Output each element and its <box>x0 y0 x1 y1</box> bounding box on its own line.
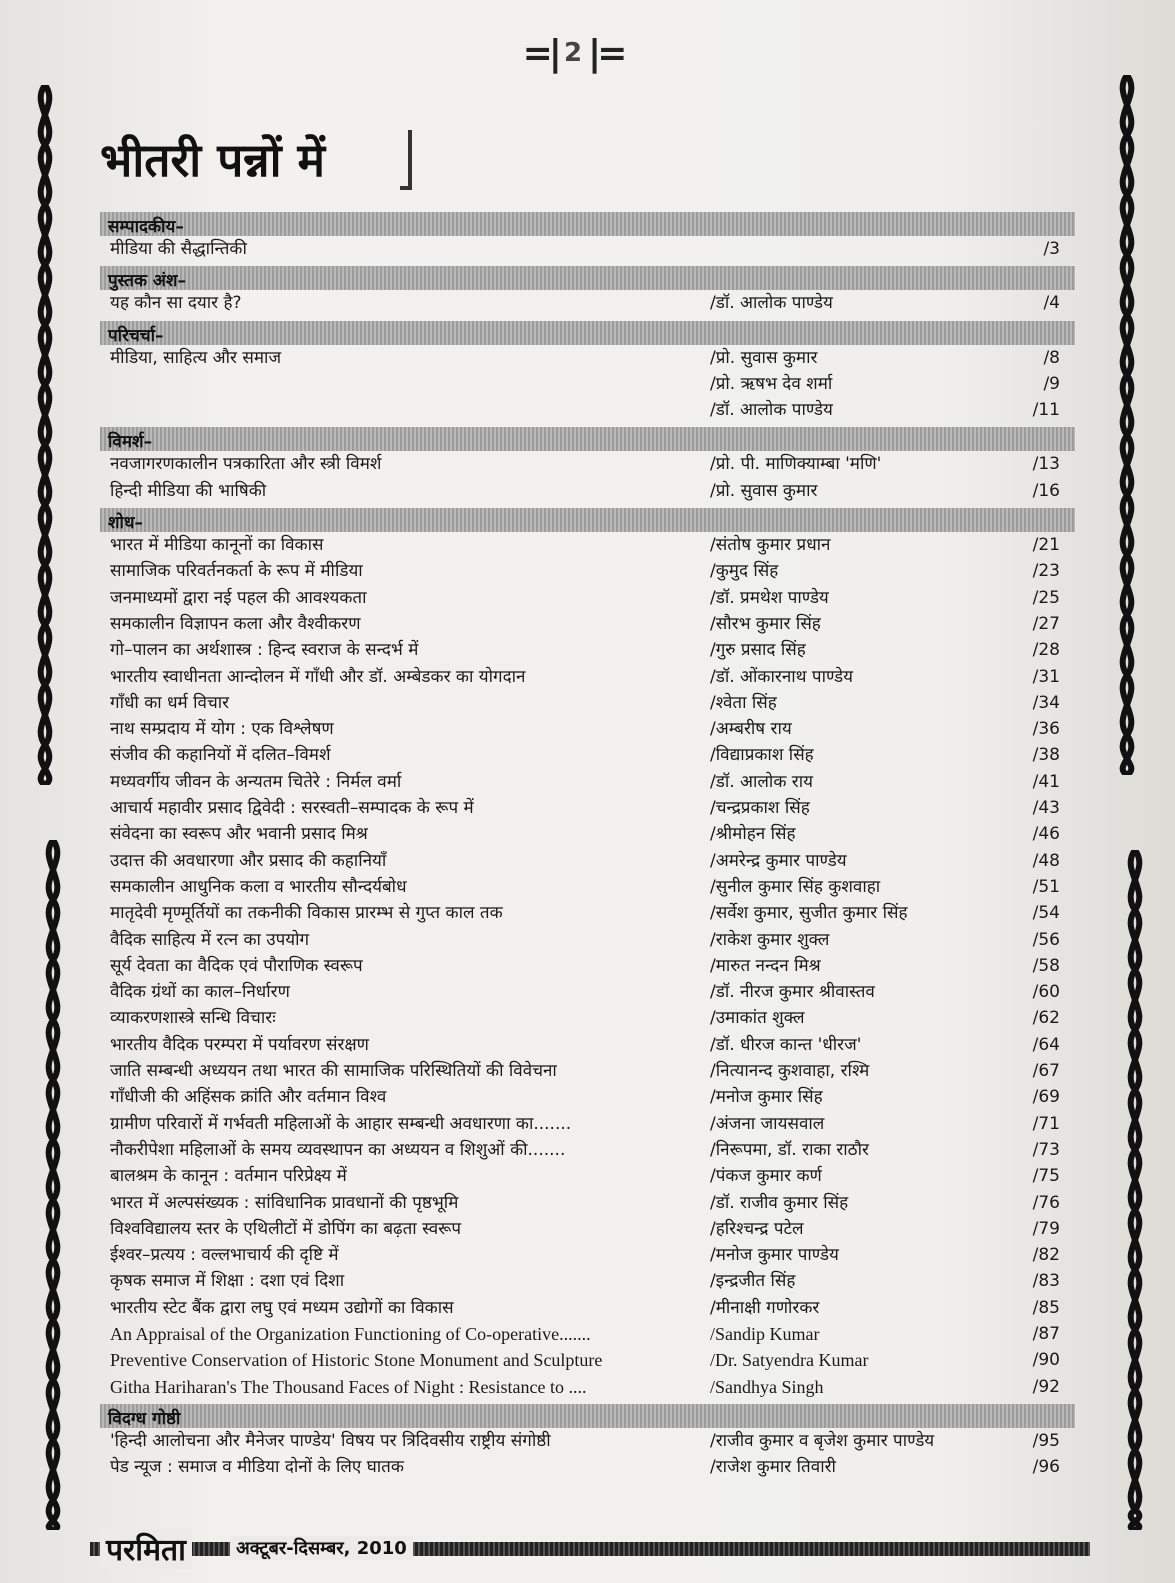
toc-entry <box>100 848 1075 874</box>
entry-page: /31 <box>1032 666 1060 687</box>
toc-entry <box>100 1268 1075 1294</box>
entry-author: /सुनील कुमार सिंह कुशवाहा <box>710 876 881 897</box>
footer <box>90 1528 1090 1568</box>
entry-page: /58 <box>1032 955 1060 976</box>
toc-entry <box>100 637 1075 663</box>
entry-title: मीडिया की सैद्धान्तिकी <box>110 239 247 259</box>
title-corner-rule <box>400 130 412 190</box>
entry-author: /डॉ. प्रमथेश पाण्डेय <box>710 587 829 608</box>
entry-author: /सौरभ कुमार सिंह <box>710 613 821 634</box>
entry-author: /विद्याप्रकाश सिंह <box>710 745 814 766</box>
entry-title: भारतीय स्टेट बैंक द्वारा लघु एवं मध्यम उद्योगों का विकास <box>110 1297 454 1318</box>
section-heading-bar <box>100 266 1075 290</box>
entry-author: /श्रीमोहन सिंह <box>710 824 796 845</box>
section-heading: परिचर्चा– <box>108 325 164 346</box>
entry-author: /डॉ. राजीव कुमार सिंह <box>710 1192 849 1213</box>
section-heading: विमर्श– <box>108 432 153 453</box>
entry-title: गो–पालन का अर्थशास्त्र : हिन्द स्वराज के सन्दर्भ में <box>110 640 419 661</box>
entry-author: /डॉ. धीरज कान्त 'धीरज' <box>710 1034 862 1055</box>
entry-title: व्याकरणशास्त्रे सन्धि विचारः <box>110 1008 276 1029</box>
toc-entry <box>100 532 1075 558</box>
toc-entry <box>100 1295 1075 1321</box>
entry-title: मीडिया, साहित्य और समाज <box>110 347 282 368</box>
section-heading: पुस्तक अंश– <box>108 271 186 292</box>
entry-author: /पंकज कुमार कर्ण <box>710 1166 822 1187</box>
toc-entry <box>100 478 1075 504</box>
toc-entry <box>100 1216 1075 1242</box>
page-number-header <box>498 28 648 78</box>
issue-date: अक्टूबर-दिसम्बर, 2010 <box>230 1536 413 1560</box>
entry-title: समकालीन आधुनिक कला व भारतीय सौन्दर्यबोध <box>110 876 407 897</box>
toc-entry <box>100 1347 1075 1373</box>
entry-author: /मारुत नन्दन मिश्र <box>710 955 821 976</box>
toc-entry <box>100 558 1075 584</box>
entry-author: /नित्यानन्द कुशवाहा, रश्मि <box>710 1061 870 1082</box>
entry-title: पेड न्यूज : समाज व मीडिया दोनों के लिए घातक <box>110 1457 404 1478</box>
entry-author: /Sandip Kumar <box>710 1323 820 1344</box>
toc-entry <box>100 397 1075 423</box>
entry-page: /90 <box>1032 1350 1060 1371</box>
entry-page: /28 <box>1032 640 1060 661</box>
entry-author: /मनोज कुमार सिंह <box>710 1087 823 1108</box>
entry-page: /25 <box>1032 587 1060 608</box>
entry-page: /60 <box>1032 982 1060 1003</box>
entry-title: 'हिन्दी आलोचना और मैनेजर पाण्डेय' विषय पर त्रिदिवसीय राष्ट्रीय संगोष्ठी <box>110 1430 551 1451</box>
toc-entry <box>100 611 1075 637</box>
entry-page: /76 <box>1032 1192 1060 1213</box>
entry-page: /82 <box>1032 1245 1060 1266</box>
entry-page: /11 <box>1032 400 1060 421</box>
toc-entry <box>100 585 1075 611</box>
entry-title: An Appraisal of the Organization Functioning of Co-operative....... <box>110 1323 591 1344</box>
toc-entry <box>100 290 1075 316</box>
entry-page: /16 <box>1032 480 1060 501</box>
toc-entry <box>100 1005 1075 1031</box>
toc-entry <box>100 345 1075 371</box>
entry-title: नाथ सम्प्रदाय में योग : एक विश्लेषण <box>110 719 334 740</box>
entry-title: नवजागरणकालीन पत्रकारिता और स्त्री विमर्श <box>110 454 382 475</box>
toc-entry <box>100 690 1075 716</box>
toc-entry <box>100 874 1075 900</box>
entry-title: Githa Hariharan's The Thousand Faces of Night : Resistance to .... <box>110 1376 587 1397</box>
entry-author: /प्रो. ऋषभ देव शर्मा <box>710 373 833 394</box>
entry-author: /अमरेन्द्र कुमार पाण्डेय <box>710 850 847 871</box>
entry-author: /संतोष कुमार प्रधान <box>710 535 831 556</box>
entry-author: /अम्बरीष राय <box>710 719 792 740</box>
header-ornament-right: |= <box>588 32 624 74</box>
entry-title: गाँधीजी की अहिंसक क्रांति और वर्तमान विश्व <box>110 1087 387 1108</box>
section-heading: शोध– <box>108 513 143 534</box>
entry-title: Preventive Conservation of Historic Stone Monument and Sculpture <box>110 1350 603 1371</box>
toc-entry <box>100 900 1075 926</box>
entry-page: /95 <box>1032 1430 1060 1451</box>
entry-page: /71 <box>1032 1113 1060 1134</box>
page-number: 2 <box>563 38 583 68</box>
toc-entry <box>100 716 1075 742</box>
entry-title: भारत में अल्पसंख्यक : सांविधानिक प्रावधानों की पृष्ठभूमि <box>110 1192 459 1213</box>
entry-author: /मीनाक्षी गणोरकर <box>710 1297 820 1318</box>
entry-page: /96 <box>1032 1457 1060 1478</box>
entry-title: उदात्त की अवधारणा और प्रसाद की कहानियाँ <box>110 850 387 871</box>
entry-title: मातृदेवी मृण्मूर्तियों का तकनीकी विकास प्रारम्भ से गुप्त काल तक <box>110 903 503 924</box>
entry-title: कृषक समाज में शिक्षा : दशा एवं दिशा <box>110 1271 345 1292</box>
toc-entry <box>100 953 1075 979</box>
entry-page: /36 <box>1032 719 1060 740</box>
entry-page: /8 <box>1043 347 1060 368</box>
entry-page: /9 <box>1043 373 1060 394</box>
section-heading: विदग्ध गोष्ठी <box>108 1408 181 1429</box>
entry-author: /राजीव कुमार व बृजेश कुमार पाण्डेय <box>710 1430 935 1451</box>
entry-author: /प्रो. सुवास कुमार <box>710 480 818 501</box>
decorative-border-left-bottom <box>36 840 70 1530</box>
entry-page: /83 <box>1032 1271 1060 1292</box>
journal-name: परमिता <box>100 1528 192 1569</box>
entry-author: /निरूपमा, डॉ. राका राठौर <box>710 1139 869 1160</box>
toc-entry <box>100 1111 1075 1137</box>
contents-title-block <box>100 122 410 192</box>
entry-author: /राकेश कुमार शुक्ल <box>710 929 830 950</box>
entry-title: बालश्रम के कानून : वर्तमान परिप्रेक्ष्य में <box>110 1166 347 1187</box>
entry-page: /92 <box>1032 1376 1060 1397</box>
entry-author: /कुमुद सिंह <box>710 561 779 582</box>
entry-author: /प्रो. पी. माणिक्याम्बा 'मणि' <box>710 454 882 475</box>
entry-page: /27 <box>1032 613 1060 634</box>
entry-author: /डॉ. नीरज कुमार श्रीवास्तव <box>710 982 875 1003</box>
entry-author: /Sandhya Singh <box>710 1376 824 1397</box>
entry-title: समकालीन विज्ञापन कला और वैश्वीकरण <box>110 613 361 634</box>
entry-page: /62 <box>1032 1008 1060 1029</box>
entry-author: /डॉ. आलोक पाण्डेय <box>710 400 833 421</box>
toc-entry <box>100 1454 1075 1480</box>
entry-page: /51 <box>1032 876 1060 897</box>
entry-title: मध्यवर्गीय जीवन के अन्यतम चितेरे : निर्मल वर्मा <box>110 771 402 792</box>
toc-entry <box>100 451 1075 477</box>
entry-page: /43 <box>1032 798 1060 819</box>
entry-page: /23 <box>1032 561 1060 582</box>
toc-entry <box>100 1428 1075 1454</box>
toc-entry <box>100 236 1075 262</box>
entry-author: /उमाकांत शुक्ल <box>710 1008 805 1029</box>
entry-page: /73 <box>1032 1139 1060 1160</box>
toc-entry <box>100 1058 1075 1084</box>
entry-page: /85 <box>1032 1297 1060 1318</box>
section-heading-bar <box>100 321 1075 345</box>
entry-title: भारतीय वैदिक परम्परा में पर्यावरण संरक्षण <box>110 1034 369 1055</box>
decorative-border-right-top <box>1110 75 1144 775</box>
entry-title: सामाजिक परिवर्तनकर्ता के रूप में मीडिया <box>110 561 363 582</box>
toc-entry <box>100 1032 1075 1058</box>
entry-page: /34 <box>1032 692 1060 713</box>
entry-page: /21 <box>1032 535 1060 556</box>
entry-title: हिन्दी मीडिया की भाषिकी <box>110 480 267 501</box>
entry-page: /48 <box>1032 850 1060 871</box>
entry-page: /54 <box>1032 903 1060 924</box>
entry-title: सूर्य देवता का वैदिक एवं पौराणिक स्वरूप <box>110 955 363 976</box>
section-heading: सम्पादकीय– <box>108 217 184 237</box>
entry-author: /Dr. Satyendra Kumar <box>710 1350 869 1371</box>
toc-entry <box>100 795 1075 821</box>
toc-entry <box>100 979 1075 1005</box>
toc-entry <box>100 821 1075 847</box>
section-heading-bar <box>100 212 1075 236</box>
entry-page: /41 <box>1032 771 1060 792</box>
entry-title: संजीव की कहानियों में दलित–विमर्श <box>110 745 331 766</box>
decorative-border-left-top <box>28 85 62 785</box>
toc-entry <box>100 1084 1075 1110</box>
toc-entry <box>100 1163 1075 1189</box>
entry-author: /मनोज कुमार पाण्डेय <box>710 1245 839 1266</box>
entry-author: /डॉ. आलोक राय <box>710 771 814 792</box>
entry-page: /3 <box>1043 239 1060 259</box>
entry-author: /अंजना जायसवाल <box>710 1113 825 1134</box>
entry-author: /चन्द्रप्रकाश सिंह <box>710 798 810 819</box>
entry-title: ग्रामीण परिवारों में गर्भवती महिलाओं के आहार सम्बन्धी अवधारणा का....... <box>110 1113 572 1134</box>
entry-title: भारत में मीडिया कानूनों का विकास <box>110 535 324 556</box>
entry-page: /13 <box>1032 454 1060 475</box>
toc-entry <box>100 1374 1075 1400</box>
entry-page: /87 <box>1032 1323 1060 1344</box>
entry-author: /सर्वेश कुमार, सुजीत कुमार सिंह <box>710 903 908 924</box>
toc-entry <box>100 1321 1075 1347</box>
entry-title: भारतीय स्वाधीनता आन्दोलन में गाँधी और डॉ. अम्बेडकर का योगदान <box>110 666 526 687</box>
toc-entry <box>100 1242 1075 1268</box>
entry-page: /64 <box>1032 1034 1060 1055</box>
entry-page: /75 <box>1032 1166 1060 1187</box>
toc-entry <box>100 664 1075 690</box>
entry-title: नौकरीपेशा महिलाओं के समय व्यवस्थापन का अध्ययन व शिशुओं की....... <box>110 1139 566 1160</box>
page-title: भीतरी पन्नों में <box>100 133 325 187</box>
entry-title: जनमाध्यमों द्वारा नई पहल की आवश्यकता <box>110 587 367 608</box>
toc-entry <box>100 742 1075 768</box>
entry-author: /डॉ. आलोक पाण्डेय <box>710 293 833 314</box>
entry-page: /46 <box>1032 824 1060 845</box>
toc-entry <box>100 1137 1075 1163</box>
entry-title: यह कौन सा दयार है? <box>110 293 242 314</box>
toc-entry <box>100 769 1075 795</box>
entry-page: /4 <box>1043 293 1060 314</box>
entry-page: /79 <box>1032 1218 1060 1239</box>
entry-page: /67 <box>1032 1061 1060 1082</box>
entry-page: /56 <box>1032 929 1060 950</box>
entry-title: वैदिक साहित्य में रत्न का उपयोग <box>110 929 310 950</box>
entry-title: आचार्य महावीर प्रसाद द्विवेदी : सरस्वती–सम्पादक के रूप में <box>110 798 474 819</box>
entry-title: गाँधी का धर्म विचार <box>110 692 230 713</box>
section-heading-bar <box>100 427 1075 451</box>
entry-author: /गुरु प्रसाद सिंह <box>710 640 806 661</box>
entry-page: /69 <box>1032 1087 1060 1108</box>
table-of-contents <box>100 208 1075 1480</box>
entry-author: /प्रो. सुवास कुमार <box>710 347 818 368</box>
entry-title: ईश्वर–प्रत्यय : वल्लभाचार्य की दृष्टि में <box>110 1245 339 1266</box>
section-heading-bar <box>100 508 1075 532</box>
toc-entry <box>100 371 1075 397</box>
entry-author: /राजेश कुमार तिवारी <box>710 1457 836 1478</box>
toc-entry <box>100 1190 1075 1216</box>
entry-title: वैदिक ग्रंथों का काल–निर्धारण <box>110 982 290 1003</box>
entry-title: जाति सम्बन्धी अध्ययन तथा भारत की सामाजिक परिस्थितियों की विवेचना <box>110 1061 557 1082</box>
entry-title: संवेदना का स्वरूप और भवानी प्रसाद मिश्र <box>110 824 368 845</box>
entry-page: /38 <box>1032 745 1060 766</box>
decorative-border-right-bottom <box>1118 850 1152 1530</box>
section-heading-bar <box>100 1404 1075 1428</box>
entry-author: /इन्द्रजीत सिंह <box>710 1271 796 1292</box>
entry-author: /श्वेता सिंह <box>710 692 777 713</box>
header-ornament-left: =| <box>522 32 558 74</box>
toc-entry <box>100 927 1075 953</box>
entry-author: /डॉ. ओंकारनाथ पाण्डेय <box>710 666 854 687</box>
entry-title: विश्वविद्यालय स्तर के एथिलीटों में डोपिंग का बढ़ता स्वरूप <box>110 1218 462 1239</box>
entry-author: /हरिश्चन्द्र पटेल <box>710 1218 804 1239</box>
